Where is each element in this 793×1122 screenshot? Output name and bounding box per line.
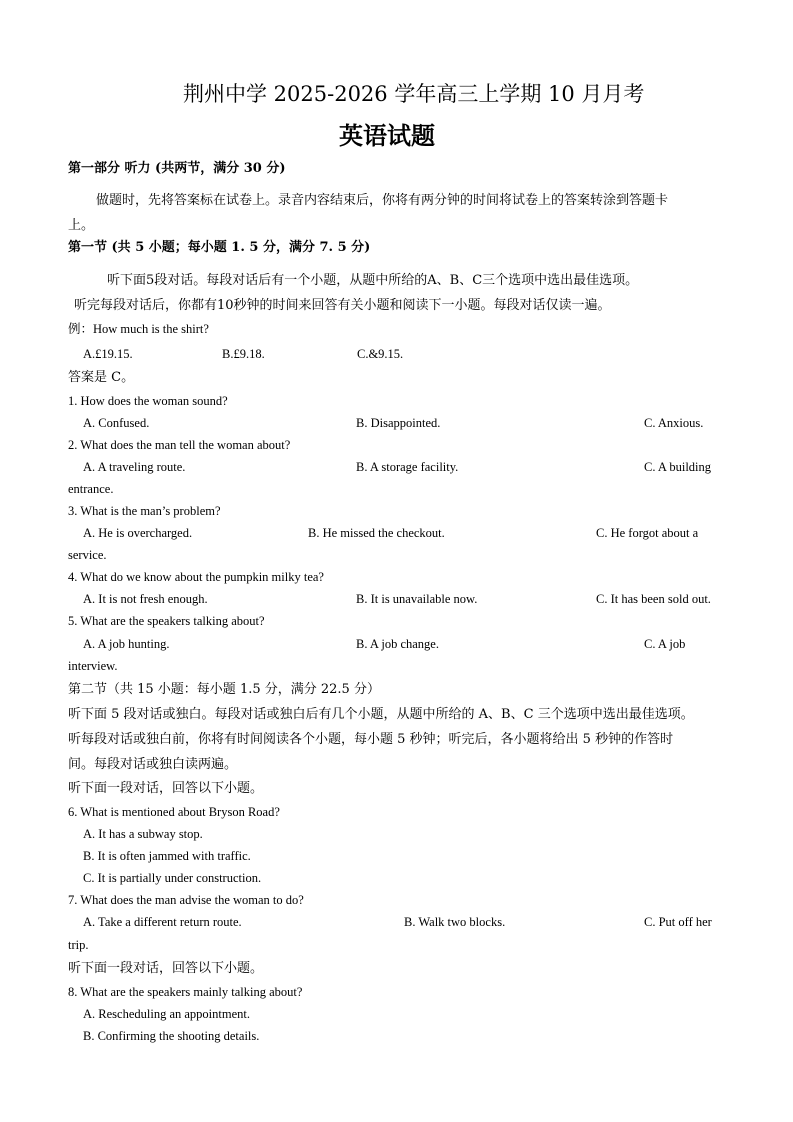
listen-instruction-1: 听下面一段对话，回答以下小题。 xyxy=(68,781,264,796)
part1-instruction-line1: 做题时，先将答案标在试卷上。录音内容结束后，你将有两分钟的时间将试卷上的答案转涂到答题卡 xyxy=(96,193,669,208)
question-3: 3. What is the man’s problem? xyxy=(68,504,221,518)
q5-option-c: C. A job xyxy=(644,637,686,651)
section1-intro2: 听完每段对话后，你都有10秒钟的时间来回答有关小题和阅读下一小题。每段对话仅读一遍。 xyxy=(74,298,611,313)
q7-option-b: B. Walk two blocks. xyxy=(404,915,506,929)
q2-option-b: B. A storage facility. xyxy=(356,460,459,474)
q6-option-b: B. It is often jammed with traffic. xyxy=(83,849,251,863)
exam-subtitle: 英语试题 xyxy=(339,122,435,150)
section2-intro2: 听每段对话或独白前，你将有时间阅读各个小题，每小题 5 秒钟；听完后，各小题将给出 5 秒钟的作答时 xyxy=(68,732,674,747)
q7-option-c: C. Put off her xyxy=(644,915,712,929)
question-7: 7. What does the man advise the woman to do? xyxy=(68,893,304,907)
q1-option-c: C. Anxious. xyxy=(644,416,704,430)
q5-option-b: B. A job change. xyxy=(356,637,439,651)
q4-option-b: B. It is unavailable now. xyxy=(356,592,478,606)
question-2: 2. What does the man tell the woman about? xyxy=(68,438,291,452)
q2-option-c: C. A building xyxy=(644,460,712,474)
q3-option-c-wrap: service. xyxy=(68,548,107,562)
q3-option-a: A. He is overcharged. xyxy=(83,526,193,540)
q3-option-c: C. He forgot about a xyxy=(596,526,699,540)
section2-intro1: 听下面 5 段对话或独白。每段对话或独白后有几个小题，从题中所给的 A、B、C 三个选项中选出最佳选项。 xyxy=(68,707,694,722)
q7-option-a: A. Take a different return route. xyxy=(83,915,242,929)
q1-option-a: A. Confused. xyxy=(83,416,150,430)
question-1: 1. How does the woman sound? xyxy=(68,394,228,408)
q7-option-c-wrap: trip. xyxy=(68,938,89,952)
q4-option-a: A. It is not fresh enough. xyxy=(83,592,208,606)
example-question: 例：How much is the shirt? xyxy=(68,322,209,336)
q1-option-b: B. Disappointed. xyxy=(356,416,441,430)
q8-option-b: B. Confirming the shooting details. xyxy=(83,1029,260,1043)
example-answer: 答案是 C。 xyxy=(68,370,135,385)
q2-option-a: A. A traveling route. xyxy=(83,460,186,474)
q5-option-a: A. A job hunting. xyxy=(83,637,170,651)
example-option-b: B.£9.18. xyxy=(222,347,265,361)
exam-title: 荆州中学 2025-2026 学年高三上学期 10 月月考 xyxy=(183,82,645,106)
example-option-c: C.&9.15. xyxy=(357,347,404,361)
section2-intro3: 间。每段对话或独白读两遍。 xyxy=(68,757,238,772)
section2-heading: 第二节（共 15 小题：每小题 1.5 分，满分 22.5 分） xyxy=(68,682,380,697)
question-5: 5. What are the speakers talking about? xyxy=(68,614,265,628)
q8-option-a: A. Rescheduling an appointment. xyxy=(83,1007,250,1021)
q6-option-a: A. It has a subway stop. xyxy=(83,827,203,841)
listen-instruction-2: 听下面一段对话，回答以下小题。 xyxy=(68,961,264,976)
part1-heading: 第一部分 听力 (共两节，满分 30 分) xyxy=(68,161,286,176)
q3-option-b: B. He missed the checkout. xyxy=(308,526,445,540)
section1-heading: 第一节 (共 5 小题；每小题 1. 5 分，满分 7. 5 分) xyxy=(68,240,371,255)
question-4: 4. What do we know about the pumpkin milky tea? xyxy=(68,570,324,584)
section1-intro1: 听下面5段对话。每段对话后有一个小题，从题中所给的A、B、C三个选项中选出最佳选项。 xyxy=(107,273,639,288)
q4-option-c: C. It has been sold out. xyxy=(596,592,711,606)
part1-instruction-line2: 上。 xyxy=(68,218,95,233)
question-8: 8. What are the speakers mainly talking about? xyxy=(68,985,303,999)
q2-option-c-wrap: entrance. xyxy=(68,482,114,496)
question-6: 6. What is mentioned about Bryson Road? xyxy=(68,805,280,819)
q5-option-c-wrap: interview. xyxy=(68,659,118,673)
q6-option-c: C. It is partially under construction. xyxy=(83,871,262,885)
example-option-a: A.£19.15. xyxy=(83,347,133,361)
